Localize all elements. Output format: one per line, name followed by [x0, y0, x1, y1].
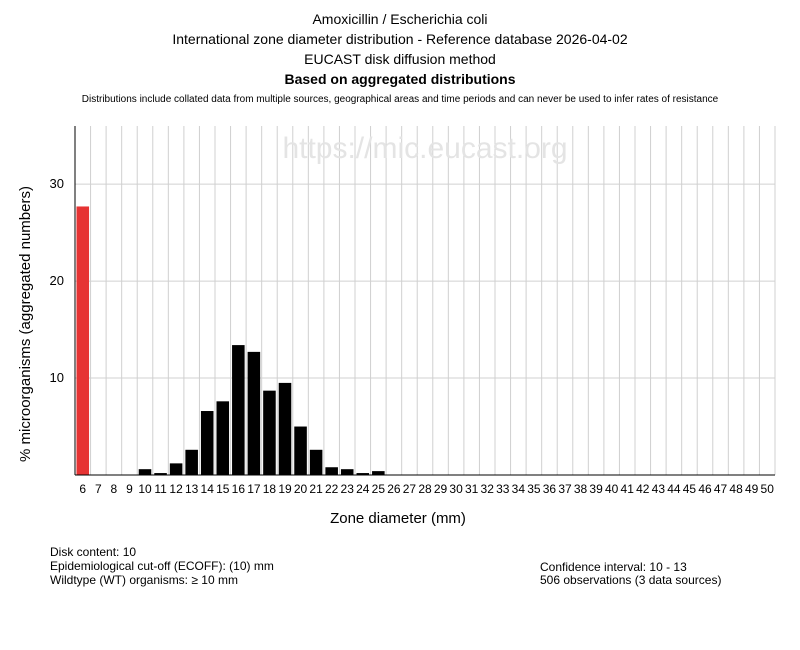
x-tick-label: 25	[371, 482, 386, 496]
bar-16	[232, 345, 245, 475]
bar-18	[263, 391, 276, 475]
observations-count: 506 observations (3 data sources)	[540, 573, 722, 587]
chart-grid	[75, 126, 775, 475]
x-tick-labels	[79, 482, 774, 496]
bar-13	[185, 450, 198, 475]
x-tick-label: 41	[620, 482, 634, 496]
chart-title: Amoxicillin / Escherichia coli	[312, 11, 488, 27]
confidence-interval: Confidence interval: 10 - 13	[540, 560, 687, 574]
bar-25	[372, 471, 385, 475]
x-tick-label: 7	[94, 482, 102, 496]
x-tick-label: 10	[138, 482, 152, 496]
x-tick-label: 29	[433, 482, 448, 496]
x-tick-label: 36	[542, 482, 557, 496]
x-tick-label: 18	[262, 482, 277, 496]
x-tick-label: 31	[464, 482, 479, 496]
x-tick-label: 39	[589, 482, 603, 496]
x-tick-label: 8	[110, 482, 118, 496]
x-tick-label: 49	[744, 482, 759, 496]
x-tick-label: 45	[682, 482, 697, 496]
y-tick-label: 30	[49, 176, 64, 192]
y-axis-label: % microorganisms (aggregated numbers)	[17, 186, 34, 462]
x-tick-label: 33	[496, 482, 510, 496]
bar-22	[325, 467, 338, 475]
bar-17	[248, 352, 261, 475]
method-label: EUCAST disk diffusion method	[304, 51, 496, 67]
bar-23	[341, 469, 354, 475]
x-tick-label: 14	[200, 482, 214, 496]
x-tick-label: 34	[511, 482, 526, 496]
bar-14	[201, 411, 214, 475]
x-tick-label: 50	[760, 482, 774, 496]
x-tick-label: 32	[480, 482, 494, 496]
x-tick-label: 43	[651, 482, 666, 496]
x-tick-label: 9	[126, 482, 133, 496]
x-tick-label: 35	[527, 482, 541, 496]
y-tick-label: 20	[49, 273, 64, 289]
x-tick-label: 21	[309, 482, 323, 496]
bar-6	[77, 206, 90, 475]
x-tick-label: 22	[324, 482, 339, 496]
wildtype-label: Wildtype (WT) organisms: ≥ 10 mm	[50, 573, 238, 587]
watermark: https://mic.eucast.org	[282, 132, 568, 165]
x-tick-label: 17	[247, 482, 261, 496]
bar-12	[170, 463, 183, 475]
x-tick-label: 13	[184, 482, 199, 496]
x-tick-label: 26	[387, 482, 401, 496]
x-tick-label: 16	[231, 482, 246, 496]
x-tick-label: 48	[729, 482, 743, 496]
disclaimer: Distributions include collated data from multiple sources, geographical areas and time periods and can never be used to infer rates of resistance	[81, 94, 719, 105]
bar-19	[279, 383, 292, 475]
x-tick-label: 30	[449, 482, 463, 496]
x-tick-label: 24	[356, 482, 370, 496]
disk-content: Disk content: 10	[50, 545, 137, 559]
x-tick-label: 46	[698, 482, 712, 496]
x-tick-label: 40	[604, 482, 619, 496]
x-tick-label: 42	[636, 482, 650, 496]
x-tick-label: 37	[558, 482, 572, 496]
bar-20	[294, 427, 307, 475]
x-tick-label: 23	[340, 482, 354, 496]
bar-10	[139, 469, 152, 475]
x-tick-label: 15	[216, 482, 230, 496]
x-axis-label: Zone diameter (mm)	[330, 510, 466, 527]
x-tick-label: 44	[667, 482, 681, 496]
x-tick-label: 19	[278, 482, 292, 496]
y-tick-label: 10	[49, 370, 64, 386]
ecoff-label: Epidemiological cut-off (ECOFF): (10) mm	[50, 559, 274, 573]
x-tick-label: 28	[418, 482, 432, 496]
bar-21	[310, 450, 323, 475]
y-tick-labels	[50, 176, 64, 385]
x-tick-label: 20	[293, 482, 308, 496]
x-tick-label: 47	[713, 482, 728, 496]
x-tick-label: 6	[79, 482, 87, 496]
basis-label: Based on aggregated distributions	[284, 71, 516, 87]
chart-subtitle: International zone diameter distribution - Reference database 2026-04-02	[172, 31, 628, 47]
x-tick-label: 11	[154, 482, 167, 496]
x-tick-label: 27	[402, 482, 417, 496]
chart-axes	[75, 126, 775, 475]
x-tick-label: 38	[573, 482, 588, 496]
bar-15	[217, 401, 230, 475]
x-tick-label: 12	[169, 482, 183, 496]
